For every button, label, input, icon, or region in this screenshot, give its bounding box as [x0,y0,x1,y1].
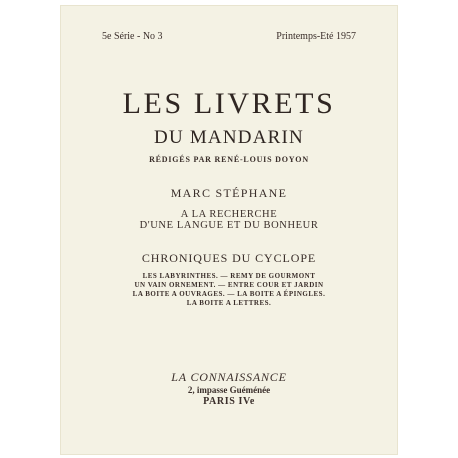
publisher-city: PARIS IVe [203,396,255,407]
cover-subtitle: DU MANDARIN [154,127,304,148]
book-cover [60,5,398,455]
contents-line: LES LABYRINTHES. — REMY DE GOURMONT [142,272,316,280]
publisher-name: LA CONNAISSANCE [171,370,287,384]
contents-line: LA BOITE A OUVRAGES. — LA BOITE A ÉPINGLES. [132,290,326,298]
cover-title: LES LIVRETS [122,87,336,120]
author-name: MARC STÉPHANE [170,186,288,200]
publisher-address: 2, impasse Guéménée [187,385,271,395]
work-title-line-2: D'UNE LANGUE ET DU BONHEUR [139,220,319,231]
season-date: Printemps-Eté 1957 [276,31,356,42]
series-number: 5e Série - No 3 [102,31,163,42]
contents-line: LA BOITE A LETTRES. [186,299,272,307]
work-title-line-1: A LA RECHERCHE [180,209,278,220]
section-heading: CHRONIQUES DU CYCLOPE [141,251,317,265]
contents-line: UN VAIN ORNEMENT. — ENTRE COUR ET JARDIN [134,281,324,289]
editor-credit: RÉDIGÉS PAR RENÉ-LOUIS DOYON [149,155,309,164]
